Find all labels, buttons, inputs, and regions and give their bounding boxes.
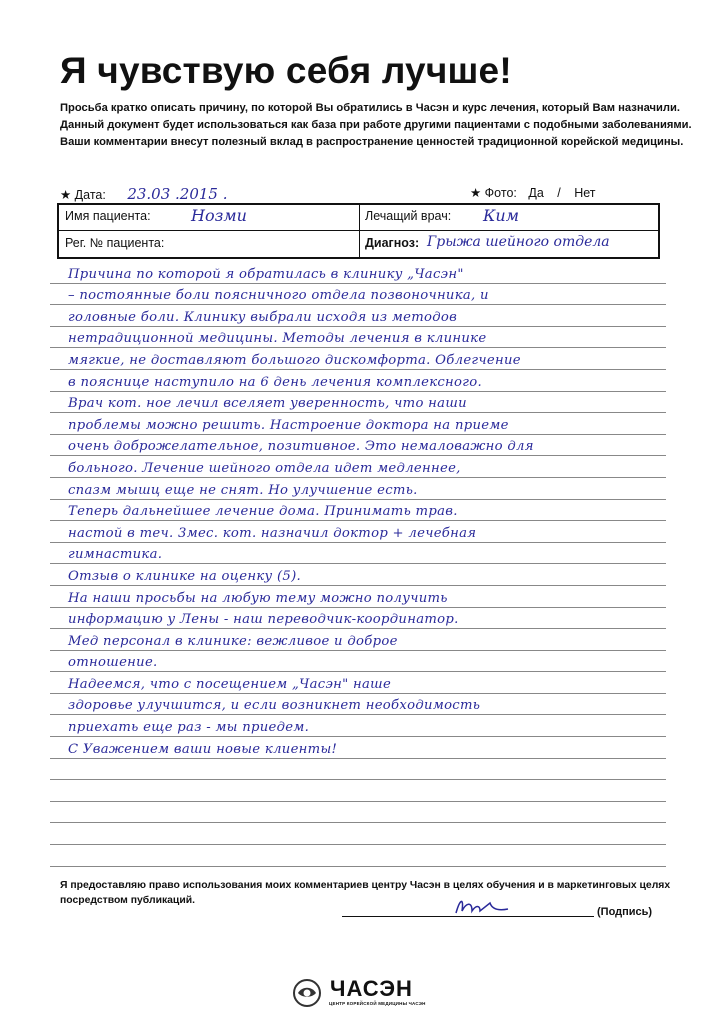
date-field — [60, 185, 228, 203]
comment-line — [50, 651, 666, 673]
doctor-value: Ким — [483, 206, 519, 225]
intro-line: Ваши комментарии внесут полезный вклад в распространение ценностей традиционной корейской медицины. — [60, 136, 684, 148]
comment-line — [50, 715, 666, 737]
table-divider — [59, 230, 658, 231]
comment-line-text: приехать еще раз - мы приедем. — [68, 720, 310, 736]
patient-info-table — [57, 203, 660, 259]
comment-line — [50, 392, 666, 414]
comment-line-text: информацию у Лены - наш переводчик-координатор. — [68, 612, 459, 628]
comment-line-text: С Уважением ваши новые клиенты! — [68, 741, 338, 757]
comment-line-text: Теперь дальнейшее лечение дома. Принимать трав. — [68, 504, 458, 520]
comment-line-text: мягкие, не доставляют большого дискомфорта. Облегчение — [68, 352, 521, 368]
comment-line — [50, 521, 666, 543]
photo-field — [470, 185, 596, 200]
comment-line — [50, 586, 666, 608]
comment-line-text: гимнастика. — [68, 547, 163, 563]
intro-line: Просьба кратко описать причину, по которой Вы обратились в Часэн и курс лечения, который Вам назначили. — [60, 102, 680, 114]
comment-line — [50, 456, 666, 478]
comment-line — [50, 500, 666, 522]
comment-area — [50, 262, 666, 867]
photo-label: ★ Фото: — [470, 186, 517, 200]
comment-line — [50, 478, 666, 500]
comment-line — [50, 672, 666, 694]
comment-line-text: На наши просьбы на любую тему можно получить — [68, 590, 448, 606]
comment-line — [50, 737, 666, 759]
doctor-label: Лечащий врач: — [365, 209, 452, 223]
comment-line-text: настой в теч. 3мес. кот. назначил доктор + лечебная — [68, 525, 477, 541]
comment-line-text: очень доброжелательное, позитивное. Это немаловажно для — [68, 439, 534, 455]
intro-line: Данный документ будет использоваться как база при работе другими пациентами с подобными заболеваниями. — [60, 119, 692, 131]
comment-line-text: отношение. — [68, 655, 158, 671]
comment-line-text: здоровье улучшится, и если возникнет необходимость — [68, 698, 481, 714]
jaseng-emblem-icon — [290, 978, 324, 1008]
comment-line-text: спазм мышц еще не снят. Но улучшение есть. — [68, 482, 418, 498]
patient-reg-label: Рег. № пациента: — [65, 236, 165, 250]
diagnosis-label: Диагноз: — [365, 236, 420, 250]
comment-line — [50, 780, 666, 802]
signature-line — [342, 915, 594, 917]
comment-line — [50, 348, 666, 370]
comment-line-text: Причина по которой я обратилась в клинику „Часэн" — [68, 266, 464, 282]
comment-line — [50, 608, 666, 630]
comment-line-text: проблемы можно решить. Настроение доктора на приеме — [68, 417, 509, 433]
date-value: 23.03 .2015 . — [127, 185, 228, 203]
photo-separator: / — [557, 186, 561, 200]
comment-line-text: больного. Лечение шейного отдела идет медленнее, — [68, 460, 461, 476]
comment-line — [50, 823, 666, 845]
comment-line — [50, 370, 666, 392]
comment-line — [50, 629, 666, 651]
signature-label: (Подпись) — [597, 906, 653, 918]
patient-name-value: Нозми — [191, 206, 247, 225]
comment-line — [50, 543, 666, 565]
photo-yes: Да — [528, 186, 544, 200]
comment-line-text: Отзыв о клинике на оценку (5). — [68, 568, 302, 584]
comment-line-text: головные боли. Клинику выбрали исходя из методов — [68, 309, 458, 325]
comment-line-text: – постоянные боли поясничного отдела позвоночника, и — [68, 288, 489, 304]
comment-line — [50, 413, 666, 435]
comment-line-text: Мед персонал в клинике: вежливое и доброе — [68, 633, 398, 649]
comment-line — [50, 759, 666, 781]
comment-line-text: Надеемся, что с посещением „Часэн" наше — [68, 676, 392, 692]
comment-line — [50, 694, 666, 716]
logo-subtitle: ЦЕНТР КОРЕЙСКОЙ МЕДИЦИНЫ ЧАСЭН — [329, 1001, 426, 1006]
comment-line — [50, 327, 666, 349]
patient-name-label: Имя пациента: — [65, 209, 151, 223]
comment-line — [50, 802, 666, 824]
comment-line — [50, 284, 666, 306]
comment-line-text: в пояснице наступило на 6 день лечения комплексного. — [68, 374, 482, 390]
comment-line — [50, 435, 666, 457]
comment-line — [50, 305, 666, 327]
logo-name: ЧАСЭН — [330, 976, 413, 1001]
page-title: Я чувствую себя лучше! — [60, 50, 512, 91]
diagnosis-value: Грыжа шейного отдела — [427, 234, 610, 250]
intro-text — [60, 100, 692, 151]
photo-no: Нет — [574, 186, 596, 200]
comment-line-text: Врач кот. ное лечил вселяет уверенность, что наши — [68, 396, 467, 412]
comment-line — [50, 845, 666, 867]
comment-line — [50, 262, 666, 284]
consent-text: Я предоставляю право использования моих комментариев центру Часэн в целях обучения и в маркетинговых целях посредством публикаций. — [60, 880, 671, 906]
table-divider — [359, 205, 360, 257]
comment-line — [50, 564, 666, 586]
comment-line-text: нетрадиционной медицины. Методы лечения в клинике — [68, 331, 487, 347]
date-label: ★ Дата: — [60, 188, 106, 202]
